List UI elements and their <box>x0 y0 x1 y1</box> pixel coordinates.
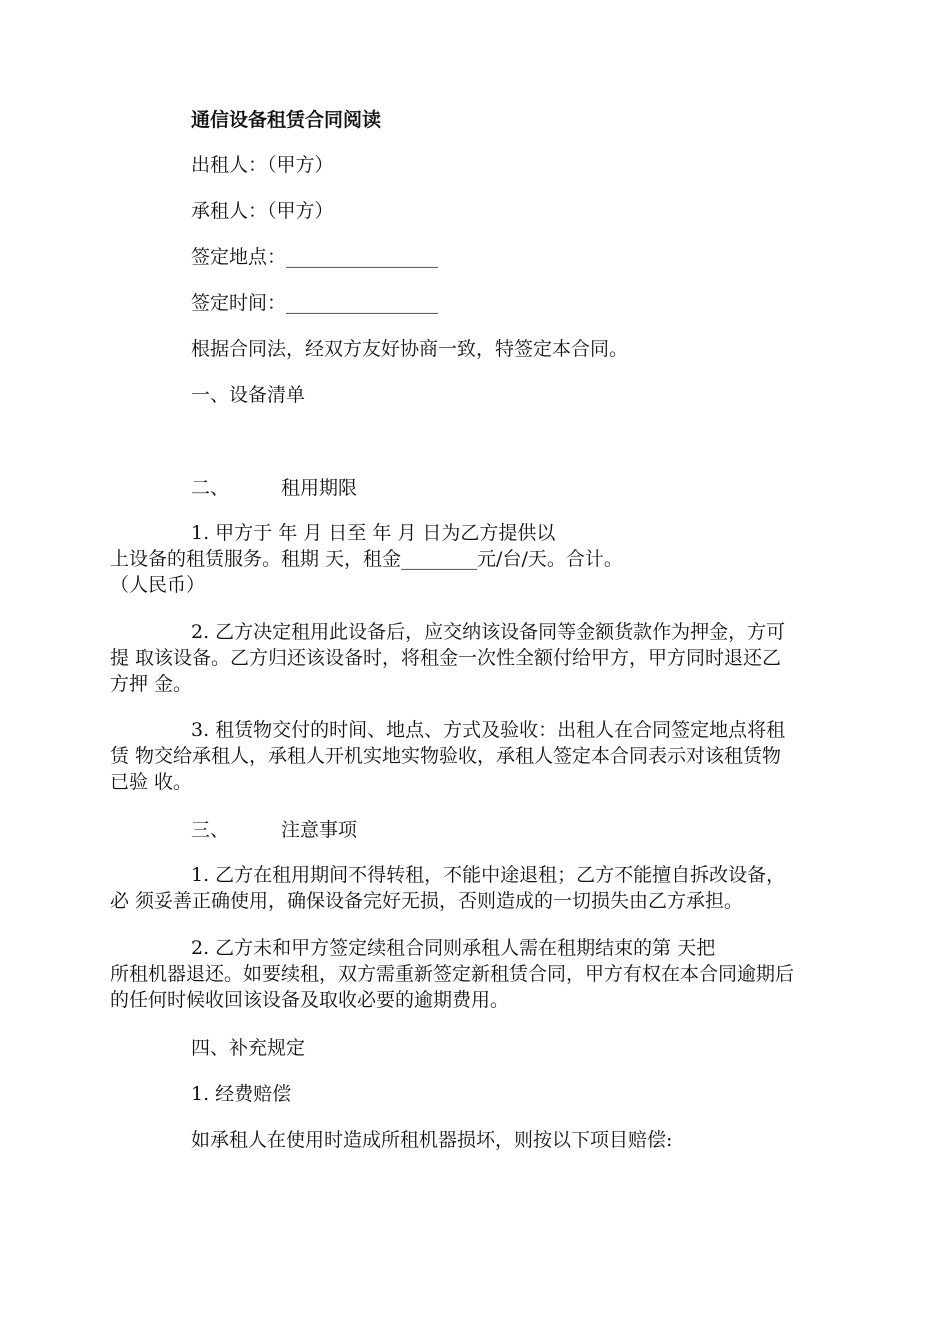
item-2-2-line-3: 方押 金。 <box>110 673 193 695</box>
item-2-3-line-1: 3. 租赁物交付的时间、地点、方式及验收：出租人在合同签定地点将租 <box>191 719 786 741</box>
item-2-3-line-2: 赁 物交给承租人，承租人开机实地实物验收，承租人签定本合同表示对该租赁物 <box>110 745 782 767</box>
item-2-3-line-3: 已验 收。 <box>110 771 193 793</box>
item-2-1-line-3: （人民币） <box>110 574 206 596</box>
item-3-1-line-2: 必 须妥善正确使用，确保设备完好无损，否则造成的一切损失由乙方承担。 <box>110 890 744 912</box>
lessor-line: 出租人：（甲方） <box>191 154 334 176</box>
item-4-1-heading: 1. 经费赔偿 <box>191 1083 292 1105</box>
section-3-heading <box>191 818 357 843</box>
section-3-title: 注意事项 <box>281 819 358 841</box>
section-3-number: 三、 <box>191 819 230 841</box>
item-4-1-text: 如承租人在使用时造成所租机器损坏，则按以下项目赔偿: <box>191 1129 673 1151</box>
section-1-heading: 一、设备清单 <box>191 384 306 406</box>
section-2-heading <box>191 476 357 501</box>
item-3-1-line-1: 1. 乙方在租用期间不得转租，不能中途退租；乙方不能擅自拆改设备， <box>191 864 786 886</box>
lessee-line: 承租人：（甲方） <box>191 200 334 222</box>
sign-time-line: 签定时间：________________ <box>191 292 439 314</box>
preamble-paragraph: 根据合同法，经双方友好协商一致，特签定本合同。 <box>191 338 629 360</box>
document-title: 通信设备租赁合同阅读 <box>191 109 382 131</box>
sign-place-line: 签定地点：________________ <box>191 246 439 268</box>
item-3-2-line-1: 2. 乙方未和甲方签定续租合同则承租人需在租期结束的第 天把 <box>191 937 716 959</box>
item-2-1-line-2: 上设备的租赁服务。租期 天，租金________元/台/天。合计。 <box>110 548 623 570</box>
item-3-2-line-3: 的任何时候收回该设备及取收必要的逾期费用。 <box>110 989 510 1011</box>
section-2-title: 租用期限 <box>281 477 358 499</box>
item-2-1-line-1: 1. 甲方于 年 月 日至 年 月 日为乙方提供以 <box>191 522 556 544</box>
item-2-2-line-2: 提 取该设备。乙方归还该设备时，将租金一次性全额付给甲方，甲方同时退还乙 <box>110 647 782 669</box>
section-2-number: 二、 <box>191 477 230 499</box>
item-2-2-line-1: 2. 乙方决定租用此设备后，应交纳该设备同等金额货款作为押金，方可 <box>191 621 786 643</box>
section-4-heading: 四、补充规定 <box>191 1037 306 1059</box>
item-3-2-line-2: 所租机器退还。如要续租，双方需重新签定新租赁合同，甲方有权在本合同逾期后 <box>110 963 795 985</box>
